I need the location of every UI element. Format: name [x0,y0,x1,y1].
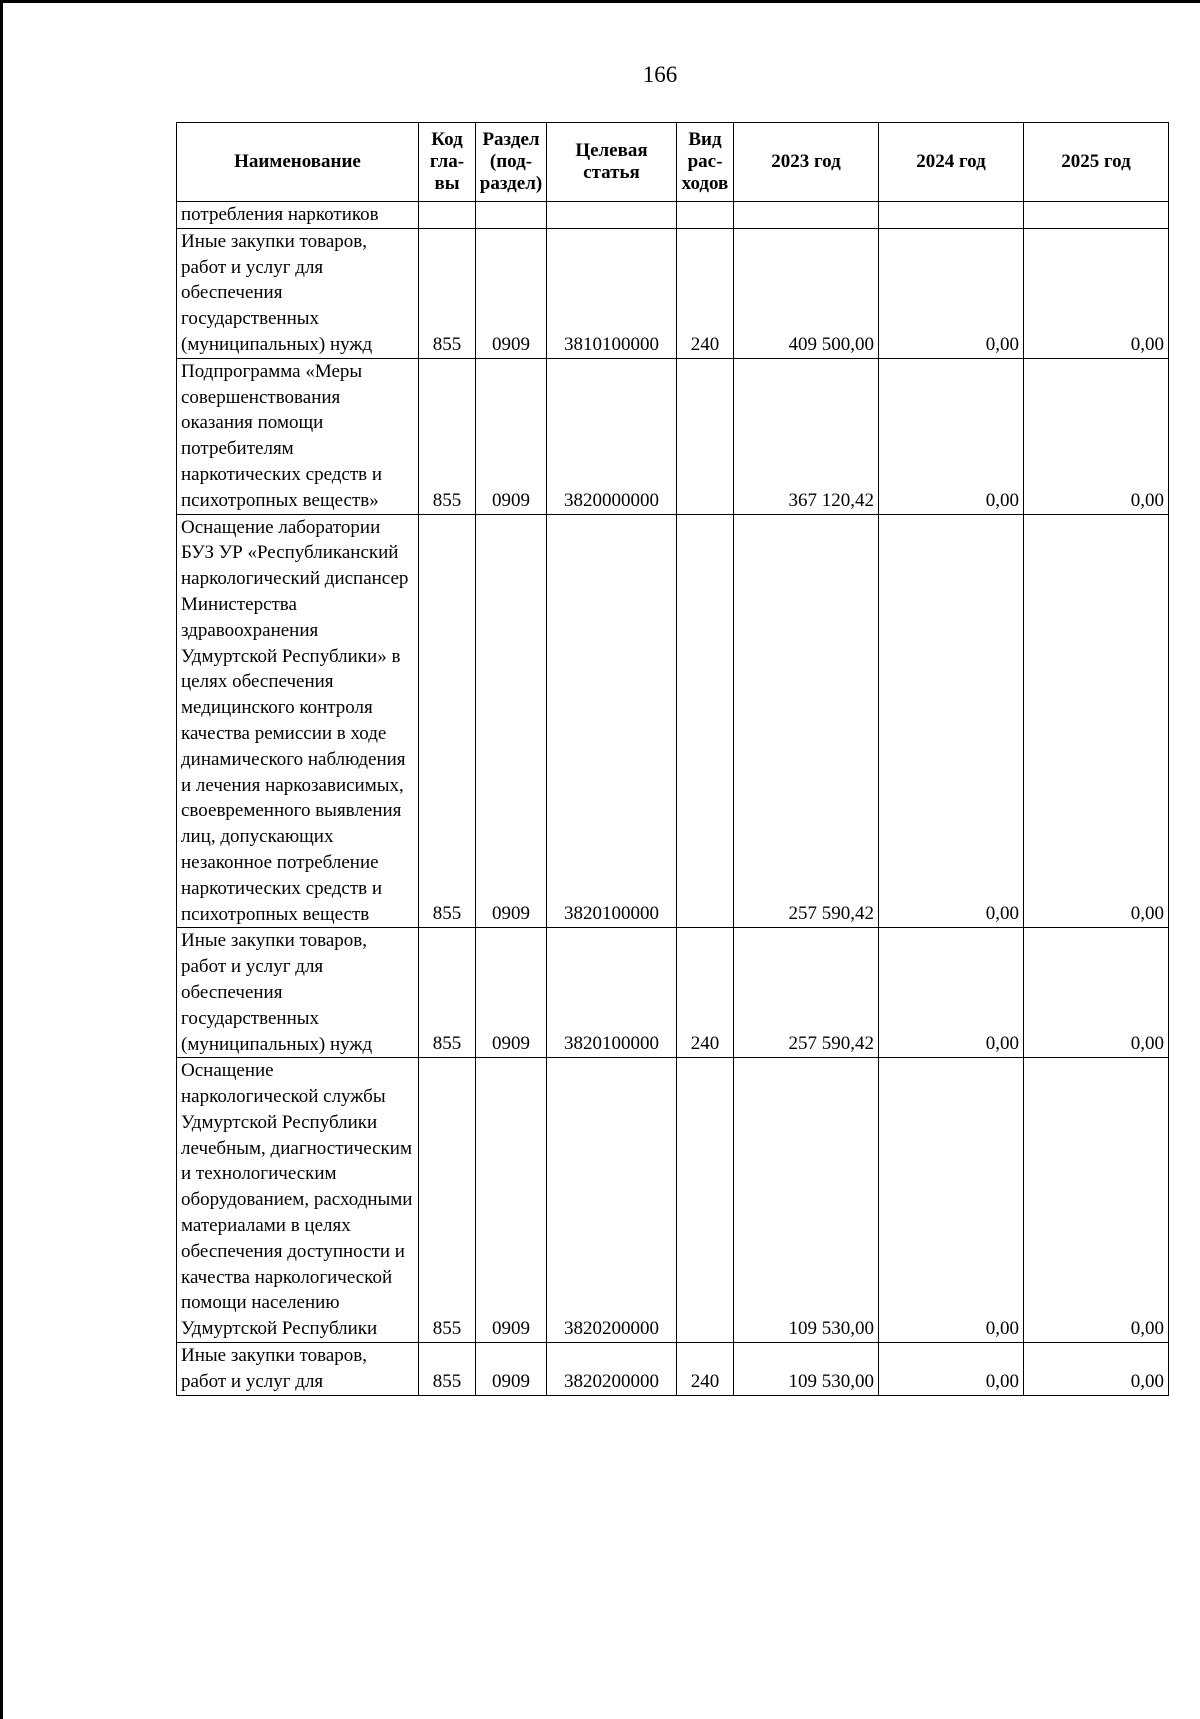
row-2023: 109 530,00 [734,1343,879,1396]
row-2025 [1024,202,1169,229]
row-2024: 0,00 [879,514,1024,928]
table-row [177,202,1169,229]
row-code: 855 [419,1058,476,1343]
budget-table [176,122,1169,1396]
row-2023: 257 590,42 [734,928,879,1058]
row-kind [677,358,734,514]
row-2023: 409 500,00 [734,228,879,358]
row-2025: 0,00 [1024,1343,1169,1396]
row-code: 855 [419,928,476,1058]
header-target: Целевая статья [547,123,677,202]
row-kind: 240 [677,928,734,1058]
row-2024: 0,00 [879,1343,1024,1396]
row-name: Иные закупки товаров, работ и услуг для [177,1343,419,1396]
row-kind: 240 [677,228,734,358]
row-code: 855 [419,1343,476,1396]
row-name: Иные закупки товаров, работ и услуг для обеспечения государственных (муниципальных) нужд [177,228,419,358]
row-name: Оснащение лаборатории БУЗ УР «Республиканский наркологический диспансер Министерства здравоохранения Удмуртской Республики» в целях обеспечения медицинского контроля качества ремиссии в ходе динамического наблюдения и лечения наркозависимых, своевременного выявления лиц, допускающих незаконное потребление наркотических средств и психотропных веществ [177,514,419,928]
table-row [177,358,1169,514]
row-2024: 0,00 [879,1058,1024,1343]
row-2025: 0,00 [1024,1058,1169,1343]
scan-frame-left [0,0,3,1719]
row-2025: 0,00 [1024,928,1169,1058]
row-2024: 0,00 [879,228,1024,358]
row-kind [677,1058,734,1343]
row-name: потребления наркотиков [177,202,419,229]
row-target: 3820100000 [547,928,677,1058]
row-2023 [734,202,879,229]
row-target: 3820000000 [547,358,677,514]
header-name: Наименование [177,123,419,202]
header-code: Код гла- вы [419,123,476,202]
row-target [547,202,677,229]
table-header-row [177,123,1169,202]
row-2024: 0,00 [879,928,1024,1058]
row-code [419,202,476,229]
row-kind: 240 [677,1343,734,1396]
row-section: 0909 [476,358,547,514]
table-row [177,1058,1169,1343]
row-2025: 0,00 [1024,228,1169,358]
row-2023: 257 590,42 [734,514,879,928]
row-section: 0909 [476,1058,547,1343]
row-name: Подпрограмма «Меры совершенствования оказания помощи потребителям наркотических средств и психотропных веществ» [177,358,419,514]
row-target: 3820200000 [547,1343,677,1396]
table-row [177,928,1169,1058]
row-target: 3810100000 [547,228,677,358]
row-section: 0909 [476,228,547,358]
row-2023: 109 530,00 [734,1058,879,1343]
row-kind [677,514,734,928]
row-2023: 367 120,42 [734,358,879,514]
page-number: 166 [642,62,678,87]
row-2024 [879,202,1024,229]
table-row [177,228,1169,358]
header-kind: Вид рас- ходов [677,123,734,202]
header-2023: 2023 год [734,123,879,202]
row-section: 0909 [476,514,547,928]
table-row [177,1343,1169,1396]
row-target: 3820200000 [547,1058,677,1343]
row-2024: 0,00 [879,358,1024,514]
scan-frame-top [0,0,1200,3]
header-2024: 2024 год [879,123,1024,202]
row-code: 855 [419,358,476,514]
row-kind [677,202,734,229]
row-name: Иные закупки товаров, работ и услуг для обеспечения государственных (муниципальных) нужд [177,928,419,1058]
row-section: 0909 [476,928,547,1058]
row-2025: 0,00 [1024,358,1169,514]
table-row [177,514,1169,928]
row-target: 3820100000 [547,514,677,928]
row-code: 855 [419,514,476,928]
row-section [476,202,547,229]
row-section: 0909 [476,1343,547,1396]
row-code: 855 [419,228,476,358]
row-name: Оснащение наркологической службы Удмуртской Республики лечебным, диагностическим и технологическим оборудованием, расходными материалами в целях обеспечения доступности и качества наркологической помощи населению Удмуртской Республики [177,1058,419,1343]
row-2025: 0,00 [1024,514,1169,928]
header-section: Раздел (под- раздел) [476,123,547,202]
header-2025: 2025 год [1024,123,1169,202]
